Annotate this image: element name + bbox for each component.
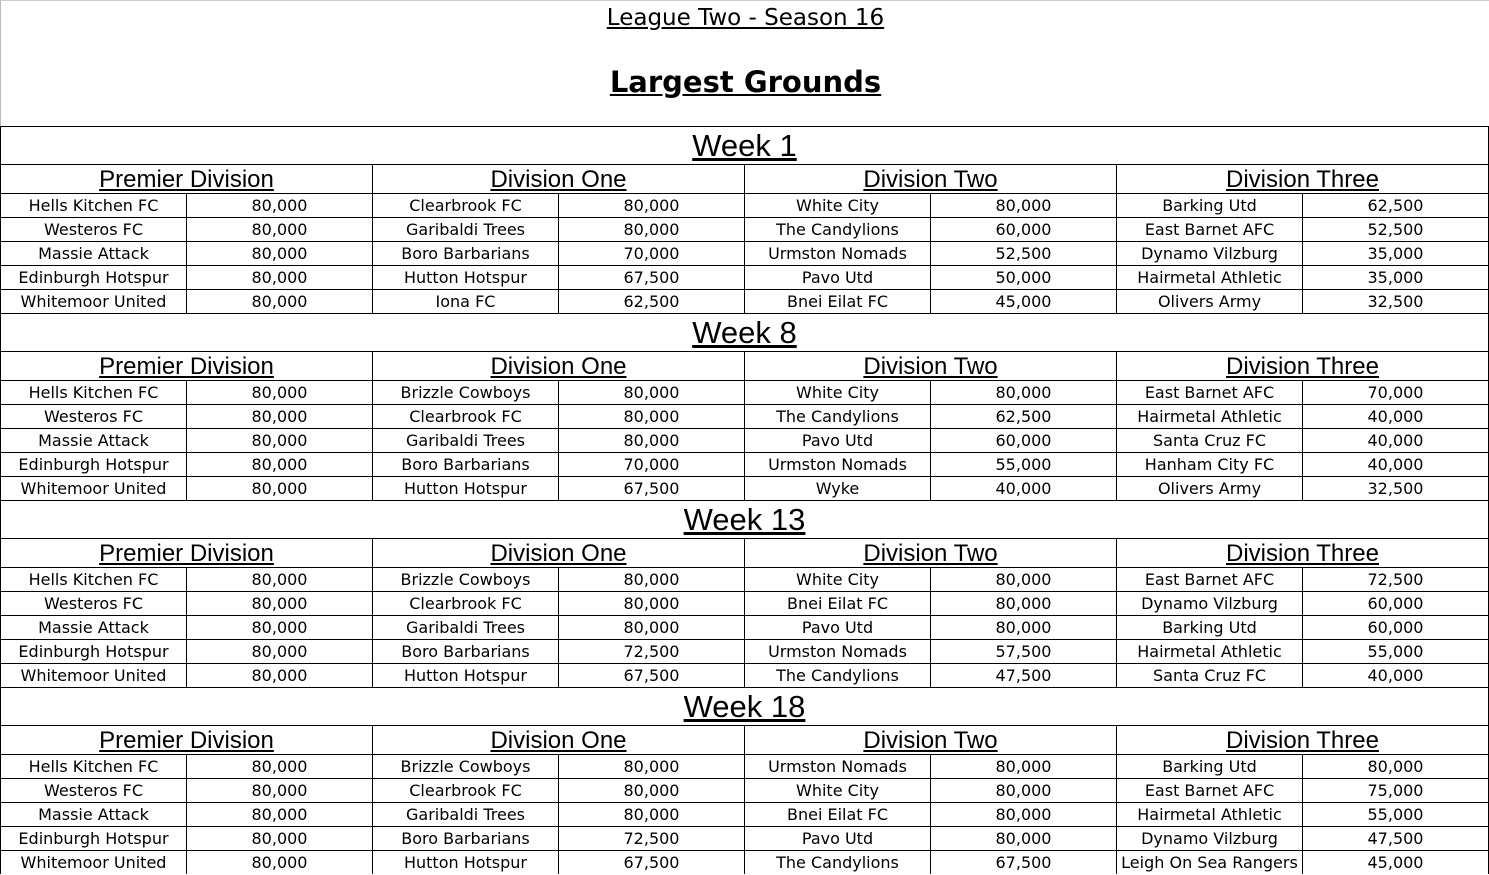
team-name-cell: Pavo Utd [744, 265, 930, 289]
team-name-cell: Pavo Utd [744, 615, 930, 639]
team-name-cell: Hairmetal Athletic [1116, 802, 1302, 826]
team-name-cell: Garibaldi Trees [372, 802, 558, 826]
capacity-cell: 60,000 [1302, 591, 1489, 615]
capacity-cell: 67,500 [558, 476, 744, 500]
team-name-cell: White City [744, 778, 930, 802]
team-name-cell: Barking Utd [1116, 193, 1302, 217]
capacity-cell: 72,500 [558, 826, 744, 850]
team-name-cell: Boro Barbarians [372, 639, 558, 663]
table-row [0, 428, 1489, 452]
team-name-cell: Clearbrook FC [372, 193, 558, 217]
team-name-cell: Olivers Army [1116, 289, 1302, 313]
table-row [0, 404, 1489, 428]
team-name-cell: Urmston Nomads [744, 639, 930, 663]
team-name-cell: Edinburgh Hotspur [0, 826, 186, 850]
capacity-cell: 80,000 [930, 567, 1116, 591]
team-name-cell: Edinburgh Hotspur [0, 265, 186, 289]
capacity-cell: 60,000 [1302, 615, 1489, 639]
capacity-cell: 35,000 [1302, 265, 1489, 289]
capacity-cell: 80,000 [930, 754, 1116, 778]
team-name-cell: Dynamo Vilzburg [1116, 591, 1302, 615]
team-name-cell: The Candylions [744, 404, 930, 428]
capacity-cell: 80,000 [186, 778, 372, 802]
capacity-cell: 80,000 [186, 591, 372, 615]
team-name-cell: Pavo Utd [744, 428, 930, 452]
capacity-cell: 32,500 [1302, 289, 1489, 313]
team-name-cell: Whitemoor United [0, 850, 186, 874]
team-name-cell: Garibaldi Trees [372, 615, 558, 639]
capacity-cell: 55,000 [930, 452, 1116, 476]
page-title: Largest Grounds [609, 65, 882, 99]
capacity-cell: 67,500 [930, 850, 1116, 874]
division-header: Division One [372, 164, 744, 193]
team-name-cell: Iona FC [372, 289, 558, 313]
division-header: Division Two [744, 164, 1116, 193]
capacity-cell: 70,000 [558, 241, 744, 265]
team-name-cell: Hutton Hotspur [372, 265, 558, 289]
capacity-cell: 80,000 [186, 615, 372, 639]
table-row [0, 639, 1489, 663]
capacity-cell: 80,000 [186, 217, 372, 241]
capacity-cell: 80,000 [930, 778, 1116, 802]
capacity-cell: 40,000 [930, 476, 1116, 500]
team-name-cell: Westeros FC [0, 404, 186, 428]
capacity-cell: 67,500 [558, 663, 744, 687]
capacity-cell: 80,000 [930, 591, 1116, 615]
team-name-cell: Hutton Hotspur [372, 663, 558, 687]
club-rows [0, 193, 1489, 313]
team-name-cell: White City [744, 567, 930, 591]
capacity-cell: 80,000 [558, 591, 744, 615]
team-name-cell: Dynamo Vilzburg [1116, 826, 1302, 850]
team-name-cell: Clearbrook FC [372, 778, 558, 802]
table-row [0, 265, 1489, 289]
table-row [0, 452, 1489, 476]
club-rows [0, 754, 1489, 874]
capacity-cell: 40,000 [1302, 663, 1489, 687]
division-header: Premier Division [0, 725, 372, 754]
division-header: Division Three [1116, 351, 1489, 380]
capacity-cell: 80,000 [1302, 754, 1489, 778]
capacity-cell: 80,000 [186, 639, 372, 663]
team-name-cell: Boro Barbarians [372, 452, 558, 476]
division-header: Premier Division [0, 538, 372, 567]
capacity-cell: 80,000 [186, 265, 372, 289]
team-name-cell: Urmston Nomads [744, 241, 930, 265]
capacity-cell: 80,000 [186, 428, 372, 452]
team-name-cell: Wyke [744, 476, 930, 500]
capacity-cell: 80,000 [558, 404, 744, 428]
capacity-cell: 80,000 [186, 289, 372, 313]
week-section [0, 126, 1489, 313]
table-row [0, 802, 1489, 826]
capacity-cell: 80,000 [558, 754, 744, 778]
capacity-cell: 80,000 [558, 428, 744, 452]
team-name-cell: Brizzle Cowboys [372, 754, 558, 778]
team-name-cell: White City [744, 193, 930, 217]
team-name-cell: Garibaldi Trees [372, 428, 558, 452]
team-name-cell: Bnei Eilat FC [744, 591, 930, 615]
capacity-cell: 60,000 [930, 428, 1116, 452]
team-name-cell: The Candylions [744, 217, 930, 241]
team-name-cell: Whitemoor United [0, 289, 186, 313]
team-name-cell: Pavo Utd [744, 826, 930, 850]
capacity-cell: 57,500 [930, 639, 1116, 663]
capacity-cell: 80,000 [558, 802, 744, 826]
team-name-cell: Westeros FC [0, 778, 186, 802]
team-name-cell: Edinburgh Hotspur [0, 452, 186, 476]
team-name-cell: Massie Attack [0, 615, 186, 639]
capacity-cell: 80,000 [186, 802, 372, 826]
table-row [0, 567, 1489, 591]
team-name-cell: Hanham City FC [1116, 452, 1302, 476]
capacity-cell: 45,000 [930, 289, 1116, 313]
week-title: Week 1 [0, 126, 1489, 164]
capacity-cell: 80,000 [930, 802, 1116, 826]
team-name-cell: Olivers Army [1116, 476, 1302, 500]
team-name-cell: Hairmetal Athletic [1116, 639, 1302, 663]
capacity-cell: 80,000 [558, 567, 744, 591]
team-name-cell: East Barnet AFC [1116, 567, 1302, 591]
team-name-cell: Hells Kitchen FC [0, 193, 186, 217]
division-header: Division Two [744, 725, 1116, 754]
division-header: Division One [372, 351, 744, 380]
capacity-cell: 40,000 [1302, 452, 1489, 476]
team-name-cell: East Barnet AFC [1116, 778, 1302, 802]
capacity-cell: 72,500 [1302, 567, 1489, 591]
capacity-cell: 47,500 [1302, 826, 1489, 850]
capacity-cell: 52,500 [930, 241, 1116, 265]
week-section [0, 687, 1489, 874]
capacity-cell: 32,500 [1302, 476, 1489, 500]
division-header: Division Three [1116, 725, 1489, 754]
capacity-cell: 80,000 [186, 241, 372, 265]
week-title: Week 8 [0, 313, 1489, 351]
team-name-cell: Dynamo Vilzburg [1116, 241, 1302, 265]
team-name-cell: Massie Attack [0, 802, 186, 826]
division-header: Premier Division [0, 164, 372, 193]
capacity-cell: 67,500 [558, 265, 744, 289]
capacity-cell: 50,000 [930, 265, 1116, 289]
table-row [0, 850, 1489, 874]
capacity-cell: 62,500 [930, 404, 1116, 428]
team-name-cell: Garibaldi Trees [372, 217, 558, 241]
team-name-cell: Boro Barbarians [372, 826, 558, 850]
table-row [0, 591, 1489, 615]
team-name-cell: East Barnet AFC [1116, 217, 1302, 241]
capacity-cell: 72,500 [558, 639, 744, 663]
week-section [0, 500, 1489, 687]
team-name-cell: East Barnet AFC [1116, 380, 1302, 404]
capacity-cell: 60,000 [930, 217, 1116, 241]
capacity-cell: 80,000 [930, 193, 1116, 217]
capacity-cell: 55,000 [1302, 802, 1489, 826]
team-name-cell: Hells Kitchen FC [0, 567, 186, 591]
capacity-cell: 80,000 [186, 663, 372, 687]
division-header: Premier Division [0, 351, 372, 380]
week-title: Week 18 [0, 687, 1489, 725]
capacity-cell: 80,000 [186, 404, 372, 428]
division-header: Division Three [1116, 538, 1489, 567]
team-name-cell: Hairmetal Athletic [1116, 265, 1302, 289]
capacity-cell: 80,000 [186, 567, 372, 591]
team-name-cell: Barking Utd [1116, 754, 1302, 778]
team-name-cell: Westeros FC [0, 591, 186, 615]
team-name-cell: Brizzle Cowboys [372, 567, 558, 591]
club-rows [0, 380, 1489, 500]
table-row [0, 217, 1489, 241]
table-row [0, 778, 1489, 802]
capacity-cell: 80,000 [186, 850, 372, 874]
capacity-cell: 62,500 [558, 289, 744, 313]
table-row [0, 476, 1489, 500]
club-rows [0, 567, 1489, 687]
team-name-cell: The Candylions [744, 850, 930, 874]
team-name-cell: Hells Kitchen FC [0, 380, 186, 404]
capacity-cell: 80,000 [558, 217, 744, 241]
table-row [0, 241, 1489, 265]
table-row [0, 193, 1489, 217]
capacity-cell: 52,500 [1302, 217, 1489, 241]
league-title: League Two - Season 16 [606, 5, 885, 31]
division-header: Division Two [744, 351, 1116, 380]
capacity-cell: 47,500 [930, 663, 1116, 687]
team-name-cell: Clearbrook FC [372, 404, 558, 428]
week-section [0, 313, 1489, 500]
capacity-cell: 80,000 [186, 476, 372, 500]
team-name-cell: Hells Kitchen FC [0, 754, 186, 778]
capacity-cell: 62,500 [1302, 193, 1489, 217]
capacity-cell: 80,000 [558, 615, 744, 639]
division-header-row [0, 538, 1489, 567]
team-name-cell: Clearbrook FC [372, 591, 558, 615]
team-name-cell: Hutton Hotspur [372, 850, 558, 874]
division-header: Division One [372, 538, 744, 567]
team-name-cell: Whitemoor United [0, 663, 186, 687]
team-name-cell: Bnei Eilat FC [744, 802, 930, 826]
capacity-cell: 40,000 [1302, 404, 1489, 428]
capacity-cell: 75,000 [1302, 778, 1489, 802]
team-name-cell: The Candylions [744, 663, 930, 687]
capacity-cell: 80,000 [186, 452, 372, 476]
table-row [0, 663, 1489, 687]
table-row [0, 826, 1489, 850]
team-name-cell: Santa Cruz FC [1116, 428, 1302, 452]
capacity-cell: 80,000 [186, 826, 372, 850]
capacity-cell: 80,000 [558, 380, 744, 404]
page-header [0, 0, 1489, 126]
capacity-cell: 70,000 [558, 452, 744, 476]
team-name-cell: Urmston Nomads [744, 452, 930, 476]
team-name-cell: Santa Cruz FC [1116, 663, 1302, 687]
division-header-row [0, 725, 1489, 754]
division-header: Division Two [744, 538, 1116, 567]
team-name-cell: Hutton Hotspur [372, 476, 558, 500]
table-row [0, 380, 1489, 404]
team-name-cell: Leigh On Sea Rangers [1116, 850, 1302, 874]
team-name-cell: Westeros FC [0, 217, 186, 241]
capacity-cell: 70,000 [1302, 380, 1489, 404]
division-header-row [0, 351, 1489, 380]
capacity-cell: 67,500 [558, 850, 744, 874]
division-header: Division Three [1116, 164, 1489, 193]
capacity-cell: 80,000 [930, 826, 1116, 850]
capacity-cell: 80,000 [186, 754, 372, 778]
capacity-cell: 45,000 [1302, 850, 1489, 874]
capacity-cell: 80,000 [558, 778, 744, 802]
weeks-table [0, 126, 1489, 874]
capacity-cell: 80,000 [186, 380, 372, 404]
team-name-cell: Boro Barbarians [372, 241, 558, 265]
team-name-cell: Whitemoor United [0, 476, 186, 500]
team-name-cell: Bnei Eilat FC [744, 289, 930, 313]
capacity-cell: 55,000 [1302, 639, 1489, 663]
table-row [0, 615, 1489, 639]
team-name-cell: Edinburgh Hotspur [0, 639, 186, 663]
division-header: Division One [372, 725, 744, 754]
capacity-cell: 40,000 [1302, 428, 1489, 452]
week-title: Week 13 [0, 500, 1489, 538]
table-row [0, 289, 1489, 313]
team-name-cell: Massie Attack [0, 428, 186, 452]
capacity-cell: 80,000 [186, 193, 372, 217]
capacity-cell: 80,000 [930, 380, 1116, 404]
team-name-cell: Barking Utd [1116, 615, 1302, 639]
team-name-cell: Brizzle Cowboys [372, 380, 558, 404]
capacity-cell: 35,000 [1302, 241, 1489, 265]
team-name-cell: Massie Attack [0, 241, 186, 265]
division-header-row [0, 164, 1489, 193]
team-name-cell: White City [744, 380, 930, 404]
table-row [0, 754, 1489, 778]
capacity-cell: 80,000 [558, 193, 744, 217]
team-name-cell: Urmston Nomads [744, 754, 930, 778]
capacity-cell: 80,000 [930, 615, 1116, 639]
team-name-cell: Hairmetal Athletic [1116, 404, 1302, 428]
